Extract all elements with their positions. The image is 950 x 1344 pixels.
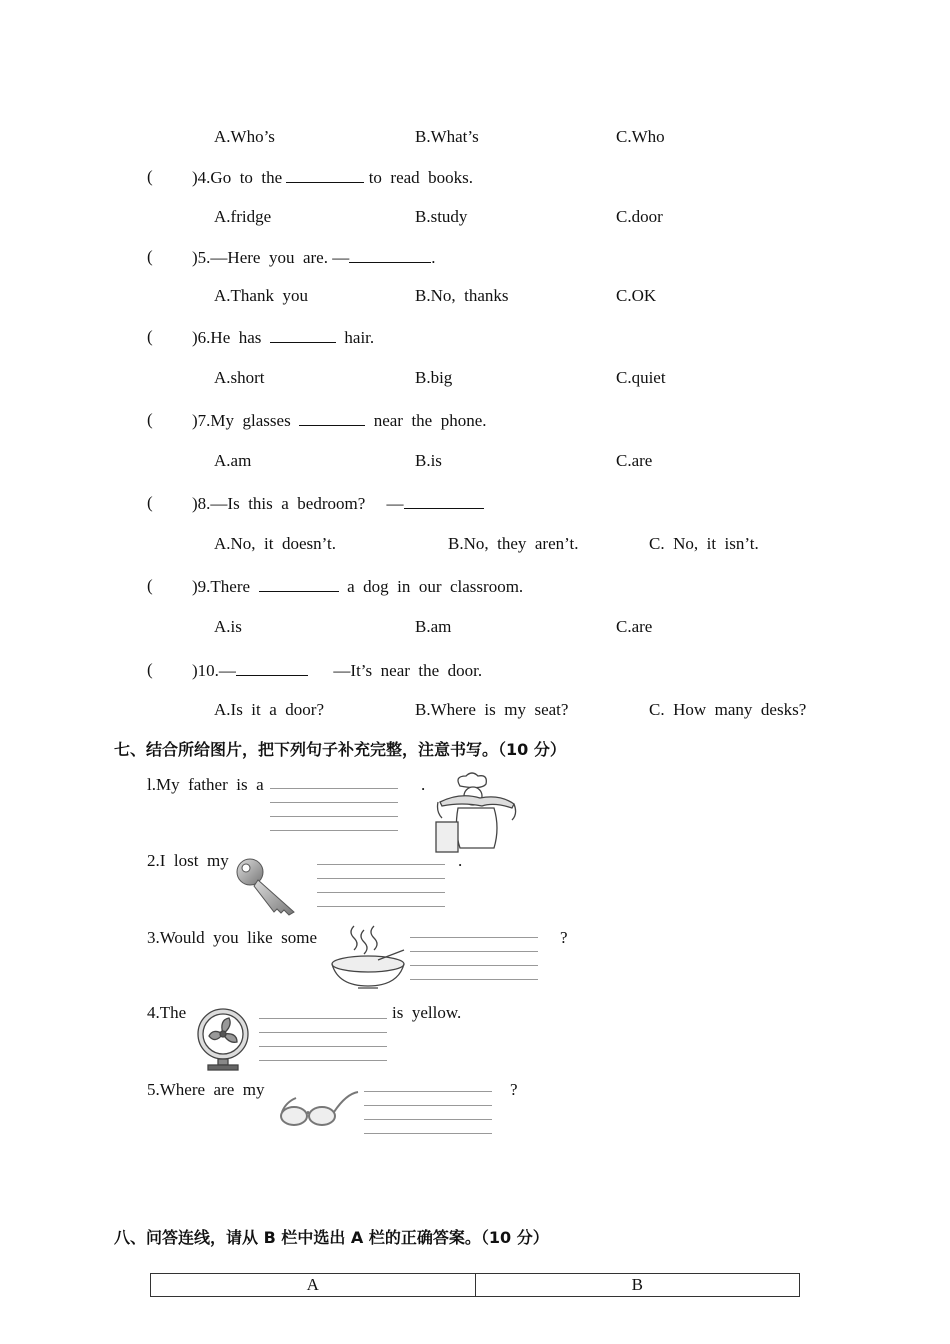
s7-item4-end: is yellow. bbox=[392, 1003, 462, 1022]
q10-option-a: A.Is it a door? bbox=[214, 700, 325, 719]
q8-stem: )8.—Is this a bedroom? — bbox=[192, 494, 484, 512]
cook-icon bbox=[430, 772, 524, 854]
q8-answer-paren[interactable]: ( bbox=[147, 493, 153, 512]
q5-option-a: A.Thank you bbox=[214, 286, 308, 305]
s7-item4-text: 4.The bbox=[147, 1003, 187, 1022]
table-row bbox=[151, 1274, 800, 1297]
s7-item4-writing-lines[interactable] bbox=[259, 1018, 387, 1074]
section8-title: 八、问答连线，请从 B 栏中选出 A 栏的正确答案。（10 分） bbox=[114, 1228, 549, 1247]
s7-item5-end: ? bbox=[510, 1080, 518, 1099]
q7-option-a: A.am bbox=[214, 451, 252, 470]
q6-blank bbox=[270, 328, 336, 343]
q9-option-b: B.am bbox=[415, 617, 452, 636]
q4-answer-paren[interactable]: ( bbox=[147, 167, 153, 186]
s7-item3-end: ? bbox=[560, 928, 568, 947]
s7-item1-writing-lines[interactable] bbox=[270, 788, 398, 844]
q10-option-c: C. How many desks? bbox=[649, 700, 807, 719]
q10-stem: )10.— —It’s near the door. bbox=[192, 661, 483, 680]
s7-item3-text: 3.Would you like some bbox=[147, 928, 318, 947]
s7-item2-text: 2.I lost my bbox=[147, 851, 229, 870]
key-icon bbox=[234, 856, 300, 916]
q9-option-a: A.is bbox=[214, 617, 242, 636]
q4-option-a: A.fridge bbox=[214, 207, 272, 226]
q6-stem: )6.He has hair. bbox=[192, 328, 375, 347]
q6-option-b: B.big bbox=[415, 368, 453, 387]
q10-answer-paren[interactable]: ( bbox=[147, 660, 153, 679]
q9-stem: )9.There a dog in our classroom. bbox=[192, 577, 524, 596]
q9-option-c: C.are bbox=[616, 617, 653, 636]
q5-option-b: B.No, thanks bbox=[415, 286, 509, 305]
section7-title: 七、结合所给图片，把下列句子补充完整，注意书写。（10 分） bbox=[114, 740, 566, 759]
q4-option-b: B.study bbox=[415, 207, 468, 226]
glasses-icon bbox=[276, 1090, 362, 1130]
q5-stem: )5.—Here you are. — . bbox=[192, 248, 436, 267]
q3-option-b: B.What’s bbox=[415, 127, 479, 146]
s7-item5-writing-lines[interactable] bbox=[364, 1091, 492, 1147]
q9-blank bbox=[259, 577, 339, 592]
s7-item1-text: l.My father is a bbox=[147, 775, 264, 794]
q9-answer-paren[interactable]: ( bbox=[147, 576, 153, 595]
fan-icon bbox=[196, 1004, 252, 1072]
s7-item5-text: 5.Where are my bbox=[147, 1080, 265, 1099]
q6-answer-paren[interactable]: ( bbox=[147, 327, 153, 346]
s7-item2-end: . bbox=[458, 851, 463, 870]
s7-item1-end: . bbox=[421, 775, 426, 794]
q3-option-c: C.Who bbox=[616, 127, 665, 146]
q8-option-a: A.No, it doesn’t. bbox=[214, 534, 336, 553]
q6-option-a: A.short bbox=[214, 368, 265, 387]
q8-blank bbox=[404, 494, 484, 509]
q7-answer-paren[interactable]: ( bbox=[147, 410, 153, 429]
q5-blank bbox=[349, 248, 431, 263]
q7-stem: )7.My glasses near the phone. bbox=[192, 411, 487, 430]
q5-answer-paren[interactable]: ( bbox=[147, 247, 153, 266]
matching-table bbox=[150, 1273, 800, 1297]
q8-option-c: C. No, it isn’t. bbox=[649, 534, 759, 553]
q5-option-c: C.OK bbox=[616, 286, 657, 305]
q3-option-a: A.Who’s bbox=[214, 127, 275, 146]
s7-item2-writing-lines[interactable] bbox=[317, 864, 445, 920]
q4-blank bbox=[286, 168, 364, 183]
column-a-header: A bbox=[151, 1274, 476, 1297]
q10-blank bbox=[236, 661, 308, 676]
column-b-header: B bbox=[475, 1274, 800, 1297]
q7-option-b: B.is bbox=[415, 451, 442, 470]
q7-option-c: C.are bbox=[616, 451, 653, 470]
q8-option-b: B.No, they aren’t. bbox=[448, 534, 579, 553]
soup-icon bbox=[328, 922, 410, 990]
q10-option-b: B.Where is my seat? bbox=[415, 700, 569, 719]
q4-option-c: C.door bbox=[616, 207, 663, 226]
q7-blank bbox=[299, 411, 365, 426]
q6-option-c: C.quiet bbox=[616, 368, 666, 387]
q4-stem: )4.Go to the to read books. bbox=[192, 168, 474, 187]
s7-item3-writing-lines[interactable] bbox=[410, 937, 538, 993]
